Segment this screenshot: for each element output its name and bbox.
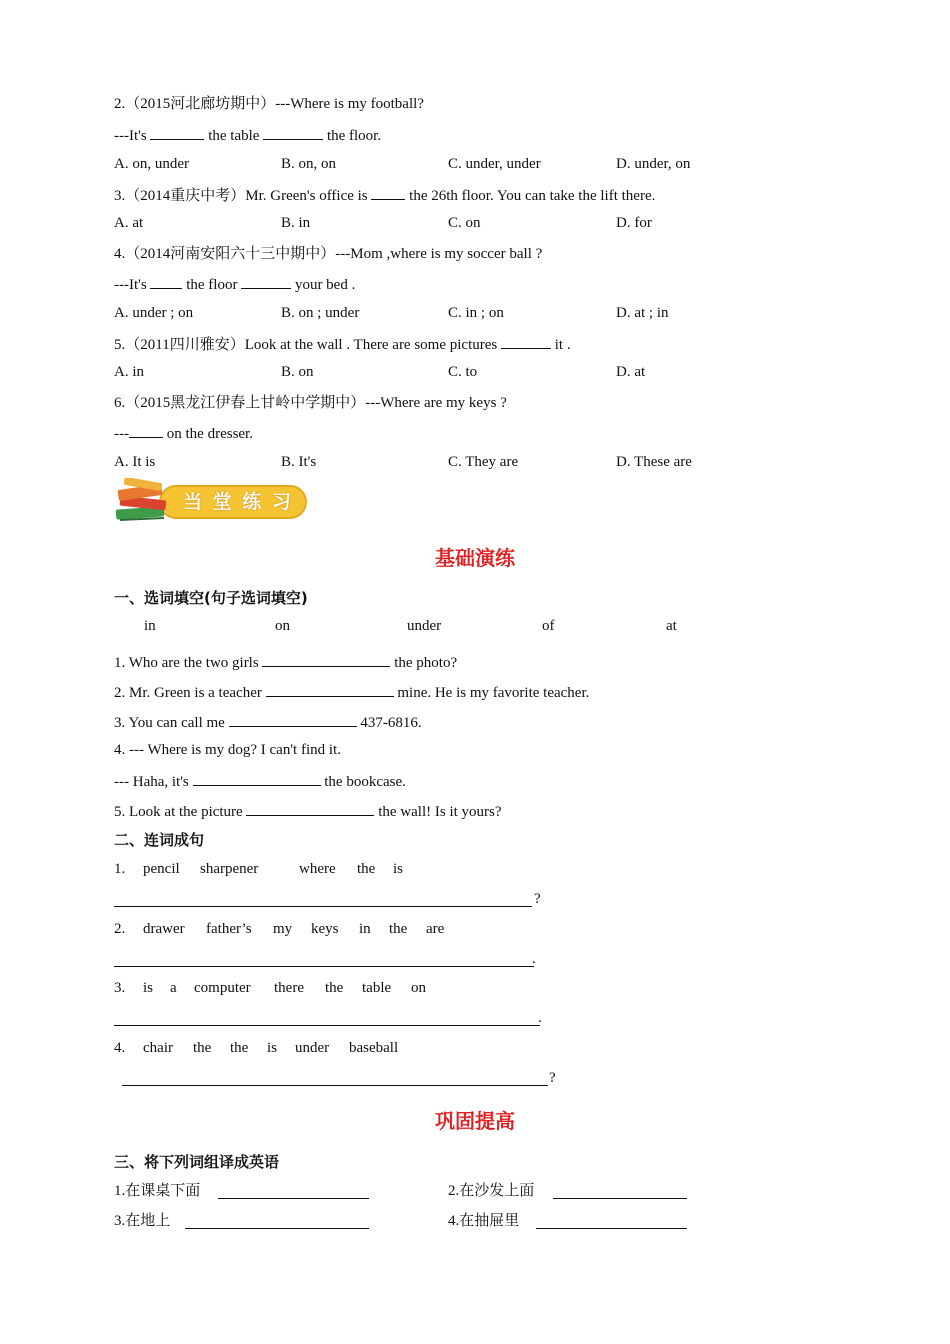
option-a[interactable]: A. on, under	[114, 156, 189, 172]
translate-item-1: 1.在课桌下面	[114, 1183, 201, 1199]
scrambled-word: a	[170, 980, 177, 996]
end-punctuation: ?	[549, 1070, 556, 1086]
translate-item-3: 3.在地上	[114, 1213, 171, 1229]
end-punctuation: ?	[534, 891, 541, 907]
answer-line[interactable]	[114, 966, 534, 967]
part-1-title: 一、选词填空(句子选词填空)	[114, 589, 308, 607]
scrambled-word: baseball	[349, 1040, 399, 1056]
word-bank-item: under	[407, 618, 442, 634]
answer-line[interactable]	[122, 1085, 548, 1086]
answer-line[interactable]	[218, 1198, 369, 1199]
scrambled-word: the	[325, 980, 344, 996]
question-6-answer-line: --- on the dresser.	[114, 422, 253, 444]
scrambled-word: father’s	[206, 921, 252, 937]
end-punctuation: .	[532, 951, 536, 967]
scrambled-word: drawer	[143, 921, 185, 937]
scrambled-word: is	[143, 980, 154, 996]
scrambled-word: is	[393, 861, 404, 877]
section-heading-advanced: 巩固提高	[435, 1109, 515, 1133]
question-4-stem: 4.（2014河南安阳六十三中期中）---Mom ,where is my soccer ball ?	[114, 246, 543, 262]
section-heading-basic: 基础演练	[435, 546, 515, 570]
fill-item-2: 2. Mr. Green is a teacher mine. He is my favorite teacher.	[114, 681, 589, 703]
option-c[interactable]: C. on	[448, 215, 481, 231]
answer-blank[interactable]	[266, 681, 394, 697]
option-a[interactable]: A. under ; on	[114, 305, 194, 321]
answer-line[interactable]	[114, 1025, 540, 1026]
translate-item-4: 4.在抽屉里	[448, 1213, 520, 1229]
banner-label: 当 堂 练 习	[183, 491, 293, 513]
fill-item-4-answer: --- Haha, it's the bookcase.	[114, 770, 406, 792]
option-b[interactable]: B. on, on	[281, 156, 337, 172]
answer-blank[interactable]	[246, 800, 374, 816]
question-6-stem: 6.（2015黑龙江伊春上甘岭中学期中）---Where are my keys ?	[114, 395, 507, 411]
answer-blank[interactable]	[501, 333, 551, 349]
scrambled-word: in	[359, 921, 371, 937]
scrambled-word: the	[357, 861, 376, 877]
word-bank-item: of	[542, 618, 555, 634]
scrambled-word: my	[273, 921, 293, 937]
scrambled-word: pencil	[143, 861, 180, 877]
scrambled-word: are	[426, 921, 445, 937]
fill-item-5: 5. Look at the picture the wall! Is it yours?	[114, 800, 502, 822]
item-number: 2.	[114, 921, 126, 937]
answer-line[interactable]	[553, 1198, 687, 1199]
scrambled-word: the	[389, 921, 408, 937]
scrambled-word: computer	[194, 980, 251, 996]
question-4-answer-line: ---It's the floor your bed .	[114, 273, 355, 295]
option-d[interactable]: D. at ; in	[616, 305, 669, 321]
question-2-stem: 2.（2015河北廊坊期中）---Where is my football?	[114, 96, 424, 112]
answer-blank[interactable]	[229, 711, 357, 727]
option-d[interactable]: D. under, on	[616, 156, 691, 172]
scrambled-word: keys	[311, 921, 339, 937]
answer-blank[interactable]	[150, 273, 182, 289]
option-b[interactable]: B. on ; under	[281, 305, 360, 321]
item-number: 4.	[114, 1040, 126, 1056]
option-c[interactable]: C. in ; on	[448, 305, 504, 321]
option-d[interactable]: D. for	[616, 215, 652, 231]
translate-item-2: 2.在沙发上面	[448, 1183, 535, 1199]
scrambled-word: the	[230, 1040, 249, 1056]
item-number: 1.	[114, 861, 126, 877]
answer-blank[interactable]	[129, 422, 163, 438]
word-bank-item: on	[275, 618, 290, 634]
word-bank-item: in	[144, 618, 156, 634]
question-3-stem: 3.（2014重庆中考）Mr. Green's office is the 26th floor. You can take the lift there.	[114, 184, 655, 206]
scrambled-word: chair	[143, 1040, 173, 1056]
answer-blank[interactable]	[150, 124, 204, 140]
scrambled-word: the	[193, 1040, 212, 1056]
option-b[interactable]: B. in	[281, 215, 311, 231]
question-5-stem: 5.（2011四川雅安）Look at the wall . There are some pictures it .	[114, 333, 571, 355]
scrambled-word: where	[299, 861, 336, 877]
option-b[interactable]: B. It's	[281, 454, 317, 470]
answer-blank[interactable]	[241, 273, 291, 289]
end-punctuation: .	[538, 1010, 542, 1026]
option-b[interactable]: B. on	[281, 364, 314, 380]
option-a[interactable]: A. in	[114, 364, 144, 380]
answer-line[interactable]	[536, 1228, 687, 1229]
scrambled-word: is	[267, 1040, 278, 1056]
part-2-title: 二、连词成句	[114, 831, 205, 849]
option-c[interactable]: C. They are	[448, 454, 519, 470]
scrambled-word: sharpener	[200, 861, 259, 877]
option-d[interactable]: D. These are	[616, 454, 692, 470]
fill-item-1: 1. Who are the two girls the photo?	[114, 651, 457, 673]
fill-item-4: 4. --- Where is my dog? I can't find it.	[114, 742, 341, 758]
question-2-answer-line: ---It's the table the floor.	[114, 124, 381, 146]
option-c[interactable]: C. to	[448, 364, 478, 380]
part-3-title: 三、将下列词组译成英语	[114, 1153, 280, 1171]
option-a[interactable]: A. It is	[114, 454, 156, 470]
option-c[interactable]: C. under, under	[448, 156, 541, 172]
option-a[interactable]: A. at	[114, 215, 144, 231]
in-class-practice-banner	[114, 478, 310, 528]
answer-blank[interactable]	[262, 651, 390, 667]
answer-blank[interactable]	[193, 770, 321, 786]
scrambled-word: there	[274, 980, 304, 996]
answer-blank[interactable]	[371, 184, 405, 200]
answer-blank[interactable]	[263, 124, 323, 140]
scrambled-word: under	[295, 1040, 330, 1056]
fill-item-3: 3. You can call me 437-6816.	[114, 711, 422, 733]
answer-line[interactable]	[114, 906, 532, 907]
option-d[interactable]: D. at	[616, 364, 646, 380]
scrambled-word: table	[362, 980, 392, 996]
scrambled-word: on	[411, 980, 426, 996]
item-number: 3.	[114, 980, 126, 996]
answer-line[interactable]	[185, 1228, 369, 1229]
word-bank-item: at	[666, 618, 677, 634]
